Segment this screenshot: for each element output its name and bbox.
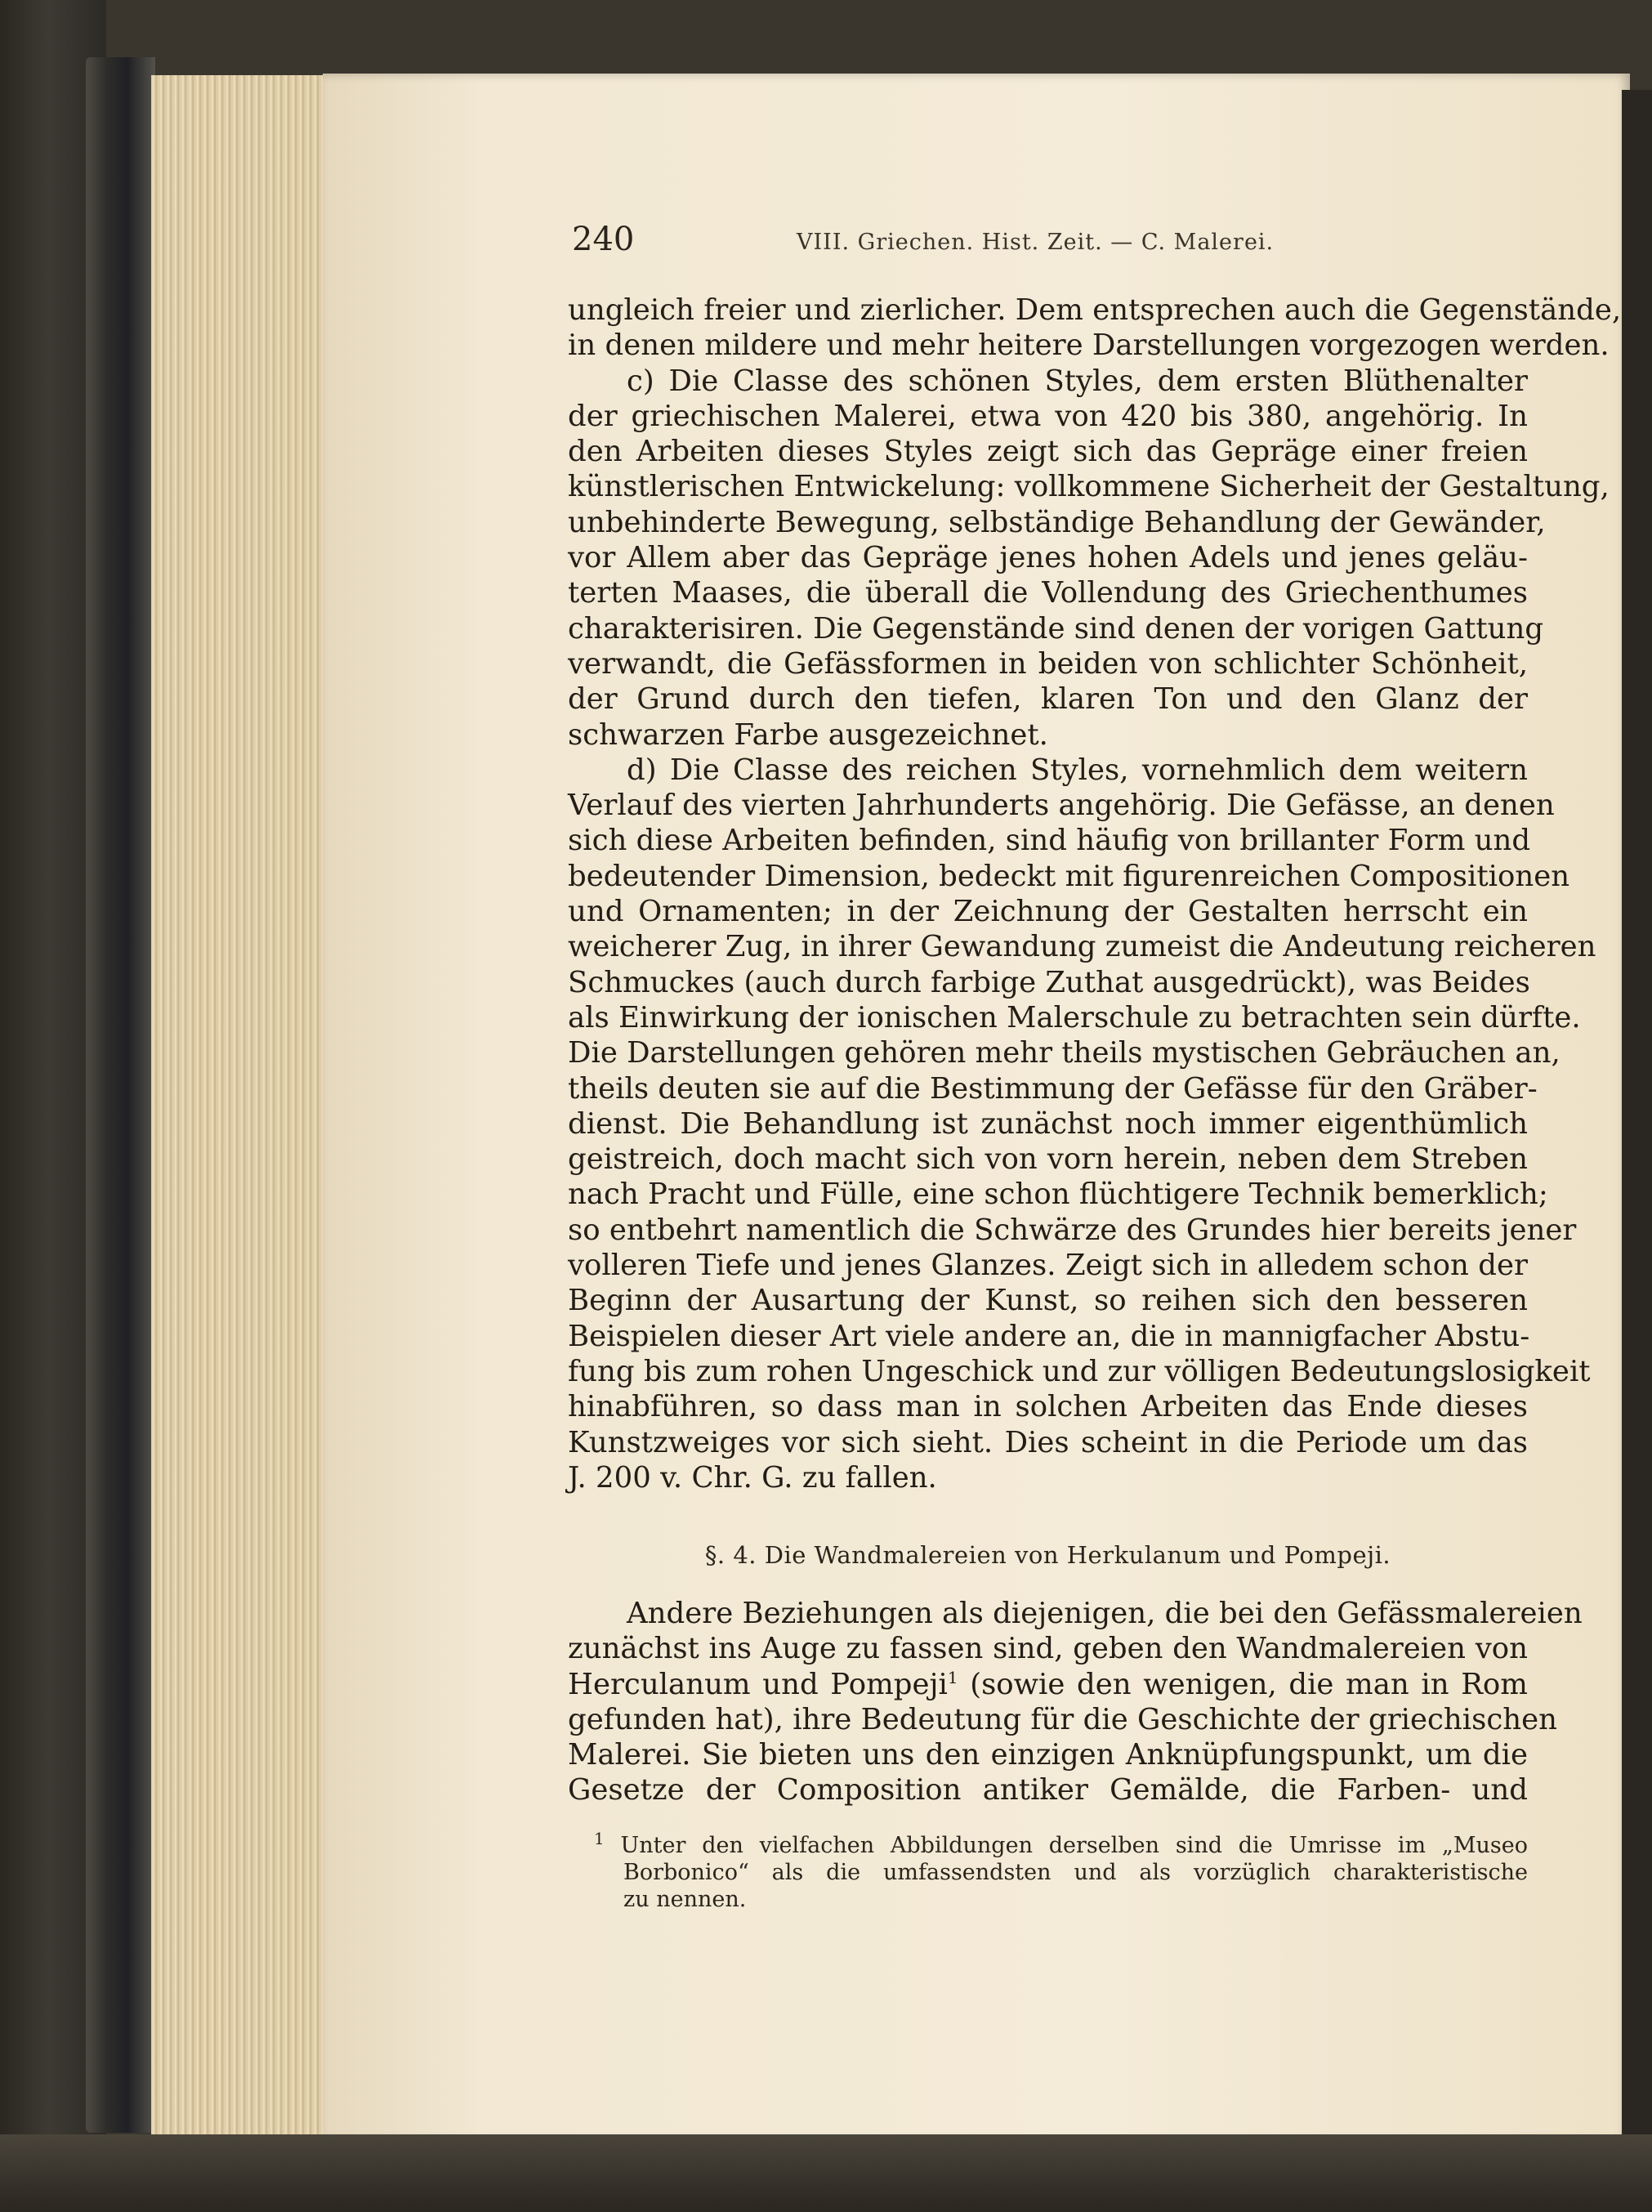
footnote bbox=[568, 1829, 1528, 1913]
text-line: schwarzen Farbe ausgezeichnet. bbox=[568, 717, 1048, 752]
text-line: zunächst ins Auge zu fassen sind, geben den Wandmalereien von bbox=[568, 1632, 1528, 1666]
text-line: theils deuten sie auf die Bestimmung der Gefässe für den Gräber- bbox=[568, 1071, 1538, 1106]
page-number: 240 bbox=[572, 221, 635, 258]
section-heading: §. 4. Die Wandmalereien von Herkulanum und Pompeji. bbox=[704, 1541, 1391, 1569]
text-line: vor Allem aber das Gepräge jenes hohen Adels und jenes geläu- bbox=[568, 541, 1528, 575]
footnote-line: zu nennen. bbox=[623, 1887, 747, 1912]
text-line: c) Die Classe des schönen Styles, dem ersten Blüthenalter bbox=[627, 364, 1528, 398]
text-line: weicherer Zug, in ihrer Gewandung zumeist die Andeutung reicheren bbox=[568, 930, 1596, 964]
text-line: bedeutender Dimension, bedeckt mit figurenreichen Compositionen bbox=[568, 859, 1570, 893]
text-line-with-footnote bbox=[568, 1667, 1528, 1702]
text-line: Gesetze der Composition antiker Gemälde, die Farben- und bbox=[568, 1773, 1528, 1808]
page-header bbox=[572, 219, 1536, 268]
text-line: künstlerischen Entwickelung: vollkommene Sicherheit der Gestaltung, bbox=[568, 470, 1610, 504]
footnote-text: Unter den vielfachen Abbildungen derselben sind die Umrisse im „Museo bbox=[620, 1833, 1528, 1858]
text-line: Malerei. Sie bieten uns den einzigen Anknüpfungspunkt, um die bbox=[568, 1738, 1528, 1772]
text-line: nach Pracht und Fülle, eine schon flüchtigere Technik bemerklich; bbox=[568, 1177, 1548, 1212]
text-line: Verlauf des vierten Jahrhunderts angehörig. Die Gefässe, an denen bbox=[568, 789, 1555, 823]
text-line: geistreich, doch macht sich von vorn herein, neben dem Streben bbox=[568, 1142, 1528, 1177]
scan-bottom bbox=[0, 2134, 1652, 2212]
text-line: hinabführen, so dass man in solchen Arbeiten das Ende dieses bbox=[568, 1390, 1528, 1424]
text-line: Andere Beziehungen als diejenigen, die bei den Gefässmalereien bbox=[627, 1597, 1583, 1630]
text-line: Beispielen dieser Art viele andere an, die in mannigfacher Abstu- bbox=[568, 1319, 1530, 1353]
text-line: gefunden hat), ihre Bedeutung für die Geschichte der griechischen bbox=[568, 1702, 1557, 1736]
running-head: VIII. Griechen. Hist. Zeit. — C. Malerei. bbox=[797, 230, 1275, 255]
text-line: und Ornamenten; in der Zeichnung der Gestalten herrscht ein bbox=[568, 895, 1528, 929]
text-line: fung bis zum rohen Ungeschick und zur völligen Bedeutungslosigkeit bbox=[568, 1354, 1591, 1388]
text-line: terten Maases, die überall die Vollendung des Griechenthumes bbox=[568, 576, 1528, 610]
footnote-reference[interactable]: 1 bbox=[947, 1667, 958, 1687]
text-line: verwandt, die Gefässformen in beiden von schlichter Schönheit, bbox=[568, 646, 1528, 681]
text-line: den Arbeiten dieses Styles zeigt sich das Gepräge einer freien bbox=[568, 435, 1528, 469]
text-line: Schmuckes (auch durch farbige Zuthat ausgedrückt), was Beides bbox=[568, 965, 1530, 999]
text-line: Kunstzweiges vor sich sieht. Dies scheint in die Periode um das bbox=[568, 1425, 1528, 1459]
main-text-block bbox=[568, 293, 1622, 1495]
section-text-block bbox=[568, 1596, 1583, 1808]
text-line: dienst. Die Behandlung ist zunächst noch immer eigenthümlich bbox=[568, 1106, 1528, 1141]
text-line: Die Darstellungen gehören mehr theils mystischen Gebräuchen an, bbox=[568, 1036, 1560, 1070]
text-line: in denen mildere und mehr heitere Darstellungen vorgezogen werden. bbox=[568, 328, 1610, 363]
text-line: ungleich freier und zierlicher. Dem entsprechen auch die Gegenstände, bbox=[568, 293, 1622, 327]
book-cover-spine bbox=[86, 57, 155, 2133]
text-line: charakterisiren. Die Gegenstände sind denen der vorigen Gattung bbox=[568, 611, 1544, 646]
footnote-line bbox=[568, 1829, 1528, 1859]
facing-page-edge bbox=[1622, 90, 1652, 2212]
text-line: Beginn der Ausartung der Kunst, so reihen sich den besseren bbox=[568, 1284, 1528, 1318]
text-fragment: (sowie den wenigen, die man in Rom bbox=[958, 1667, 1528, 1701]
footnote-mark: 1 bbox=[594, 1829, 605, 1848]
text-line: d) Die Classe des reichen Styles, vornehmlich dem weitern bbox=[627, 753, 1528, 787]
text-line: so entbehrt namentlich die Schwärze des Grundes hier bereits jener bbox=[568, 1213, 1577, 1247]
text-line: J. 200 v. Chr. G. zu fallen. bbox=[568, 1460, 937, 1495]
text-line: der Grund durch den tiefen, klaren Ton und den Glanz der bbox=[568, 682, 1528, 717]
text-line: als Einwirkung der ionischen Malerschule zu betrachten sein dürfte. bbox=[568, 1000, 1581, 1035]
text-fragment: Herculanum und Pompeji bbox=[568, 1667, 948, 1701]
text-line: unbehinderte Bewegung, selbständige Behandlung der Gewänder, bbox=[568, 505, 1546, 539]
footnote-line: Borbonico“ als die umfassendsten und als vorzüglich charakteristische bbox=[623, 1860, 1528, 1885]
page-edges bbox=[151, 75, 327, 2134]
text-line: der griechischen Malerei, etwa von 420 bis 380, angehörig. In bbox=[568, 399, 1528, 433]
text-line: volleren Tiefe und jenes Glanzes. Zeigt sich in alledem schon der bbox=[568, 1249, 1528, 1283]
text-line: sich diese Arbeiten befinden, sind häufig von brillanter Form und bbox=[568, 824, 1531, 858]
